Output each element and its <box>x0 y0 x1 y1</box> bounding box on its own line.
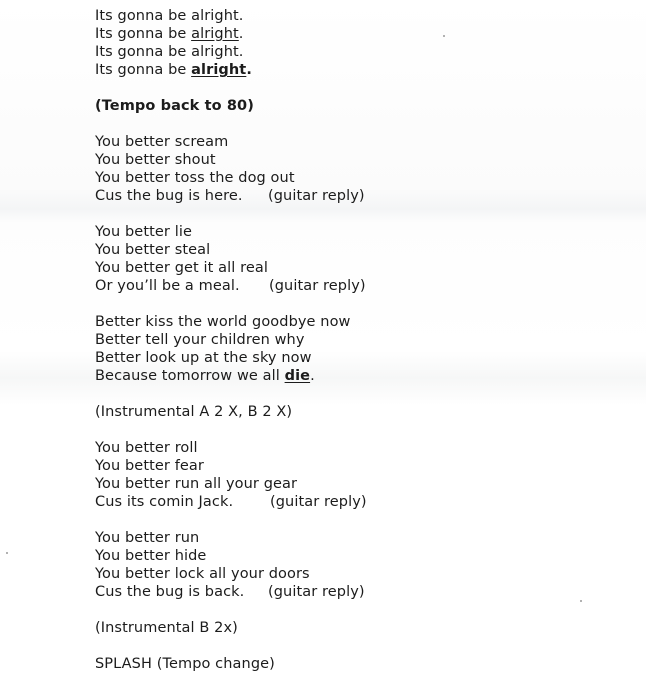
lyric-line: You better lock all your doors <box>95 566 310 582</box>
scan-speck <box>580 600 582 602</box>
lyric-line: You better get it all real <box>95 260 268 276</box>
guitar-reply-note: (guitar reply) <box>268 188 365 204</box>
bold-underlined-word: alright <box>191 62 247 78</box>
lyric-line: Better look up at the sky now <box>95 350 312 366</box>
lyric-line: You better steal <box>95 242 211 258</box>
lyric-line: You better fear <box>95 458 204 474</box>
lyric-line: You better scream <box>95 134 229 150</box>
lyric-line: Cus the bug is back. (guitar reply) <box>95 584 365 600</box>
lyric-line: Because tomorrow we all die. <box>95 368 315 384</box>
lyric-line: Its gonna be alright. <box>95 26 244 42</box>
guitar-reply-note: (guitar reply) <box>270 494 367 510</box>
lyric-line: You better run all your gear <box>95 476 298 492</box>
guitar-reply-note: (guitar reply) <box>268 584 365 600</box>
lyric-line: Better kiss the world goodbye now <box>95 314 351 330</box>
lyric-line: Its gonna be alright. <box>95 44 244 60</box>
lyric-line: You better hide <box>95 548 207 564</box>
lyric-line: You better lie <box>95 224 192 240</box>
lyric-line: Its gonna be alright. <box>95 62 252 78</box>
instrumental-note: (Instrumental A 2 X, B 2 X) <box>95 404 293 420</box>
instrumental-note: (Instrumental B 2x) <box>95 620 238 636</box>
lyric-line: Its gonna be alright. <box>95 8 244 24</box>
scan-speck <box>6 552 8 554</box>
guitar-reply-note: (guitar reply) <box>269 278 366 294</box>
lyric-line: You better roll <box>95 440 198 456</box>
lyric-line: Or you’ll be a meal. (guitar reply) <box>95 278 366 294</box>
underlined-word: alright <box>191 26 239 42</box>
scan-speck <box>443 35 445 37</box>
tempo-note: (Tempo back to 80) <box>95 98 254 114</box>
lyric-line: Better tell your children why <box>95 332 305 348</box>
bold-underlined-word: die <box>284 368 311 384</box>
lyric-line: You better run <box>95 530 200 546</box>
lyric-line: Cus the bug is here. (guitar reply) <box>95 188 365 204</box>
section-note: SPLASH (Tempo change) <box>95 656 275 672</box>
lyric-line: You better shout <box>95 152 216 168</box>
lyric-line: You better toss the dog out <box>95 170 295 186</box>
lyric-line: Cus its comin Jack. (guitar reply) <box>95 494 367 510</box>
